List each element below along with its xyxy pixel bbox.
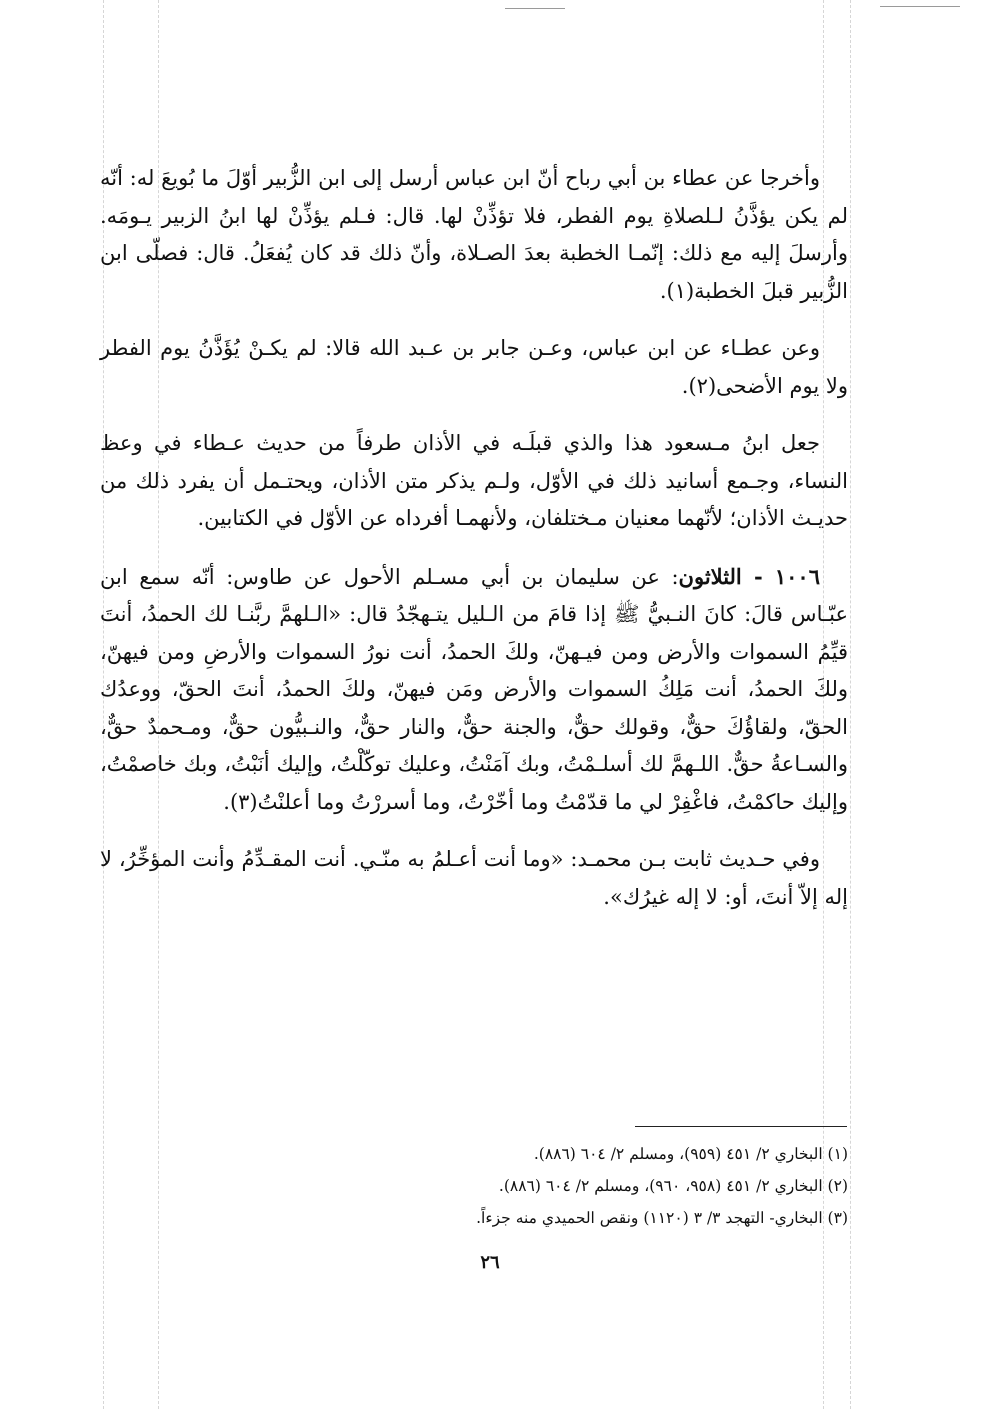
hadith-paragraph [100, 558, 848, 822]
top-rule-left [505, 8, 565, 9]
footnotes [100, 1138, 848, 1234]
footnote-3: (٣) البخاري- التهجد ٣/ ٣ (١١٢٠) ونقص الحميدي منه جزءاً. [476, 1209, 848, 1227]
paragraph-2: وعن عطـاء عن ابن عباس، وعـن جابر بن عـبد الله قالا: لم يكـنْ يُؤَذَّنُ يوم الفطر ولا يوم الأضحى(٢). [100, 336, 848, 398]
footnote-2: (٢) البخاري ٢/ ٤٥١ (٩٥٨، ٩٦٠)، ومسلم ٢/ ٦٠٤ (٨٨٦). [498, 1177, 848, 1195]
paragraph-1: وأخرجا عن عطاء بن أبي رباح أنّ ابن عباس أرسل إلى ابن الزُّبير أوّلَ ما بُويعَ له: أنّه لم يكن يؤذَّنُ لـلصلاةِ يوم الفطر، فلا تؤذِّنْ لها. قال: فـلم يؤذِّنْ لها ابنُ الزبير يـومَه. وأرسلَ إليه مع ذلك: إنّمـا الخطبة بعدَ الصـلاة، وأنّ ذلك قد كان يُفعَلُ. قال: فصلّى ابن الزُّبير قبلَ الخطبة(١). [100, 166, 848, 303]
top-rule-right [880, 6, 960, 7]
paragraph-3: جعل ابنُ مـسعود هذا والذي قبلَـه في الأذان طرفاً من حديث عـطاء في وعظ النساء، وجـمع أسانيد ذلك في الأوّل، ولـم يذكر متن الأذان، ويحتـمل أن يفرد ذلك من حديـث الأذان؛ لأنّهما معنيان مـختلفان، ولأنهمـا أفرداه عن الأوّل في الكتابين. [100, 431, 848, 530]
footnote-1: (١) البخاري ٢/ ٤٥١ (٩٥٩)، ومسلم ٢/ ٦٠٤ (٨٨٦). [533, 1145, 848, 1163]
hadith-number: ١٠٠٦ - الثلاثون [678, 563, 820, 589]
page-number: ٢٦ [480, 1252, 500, 1273]
main-text [100, 160, 848, 936]
hadith-text: : عن سليمان بن أبي مسـلم الأحول عن طاوس: أنّه سمع ابن عبّـاس قالَ: كانَ النـبيُّ ﷺ إذا قامَ من الـليل يتـهجّدُ قال: «الـلهمَّ ربَّنـا لك الحمدُ، أنتَ قيِّمُ السموات والأرض ومن فيـهنّ، ولكَ الحمدُ، أنت نورُ السموات والأرضِ ومن فيهنّ، ولكَ الحمدُ، أنت مَلِكُ السموات والأرض ومَن فيهنّ، ولكَ الحمدُ، أنتَ الحقّ، ووعدُك الحقّ، ولقاؤُكَ حقٌّ، وقولك حقٌّ، والجنة حقٌّ، والنار حقٌّ، والنـبيُّون حقٌّ، ومـحمدٌ حقٌّ، والسـاعةُ حقٌّ. اللـهمَّ لك أسلـمْتُ، وبك آمَنْتُ، وعليك توكّلْتُ، وإليك أنَبْتُ، وبك خاصمْتُ، وإليك حاكمْتُ، فاغْفِرْ لي ما قدّمْتُ وما أخّرْتُ، وما أسررْتُ وما أعلنْتُ(٣). [100, 564, 848, 814]
closing-paragraph: وفي حـديث ثابت بـن محمـد: «وما أنت أعـلمُ به منّـي. أنت المقـدِّمُ وأنت المؤخِّرُ، لا إله إلاّ أنتَ، أو: لا إله غيرُك». [100, 847, 848, 909]
margin-guide-right [850, 0, 851, 1409]
footnote-divider [635, 1126, 847, 1127]
